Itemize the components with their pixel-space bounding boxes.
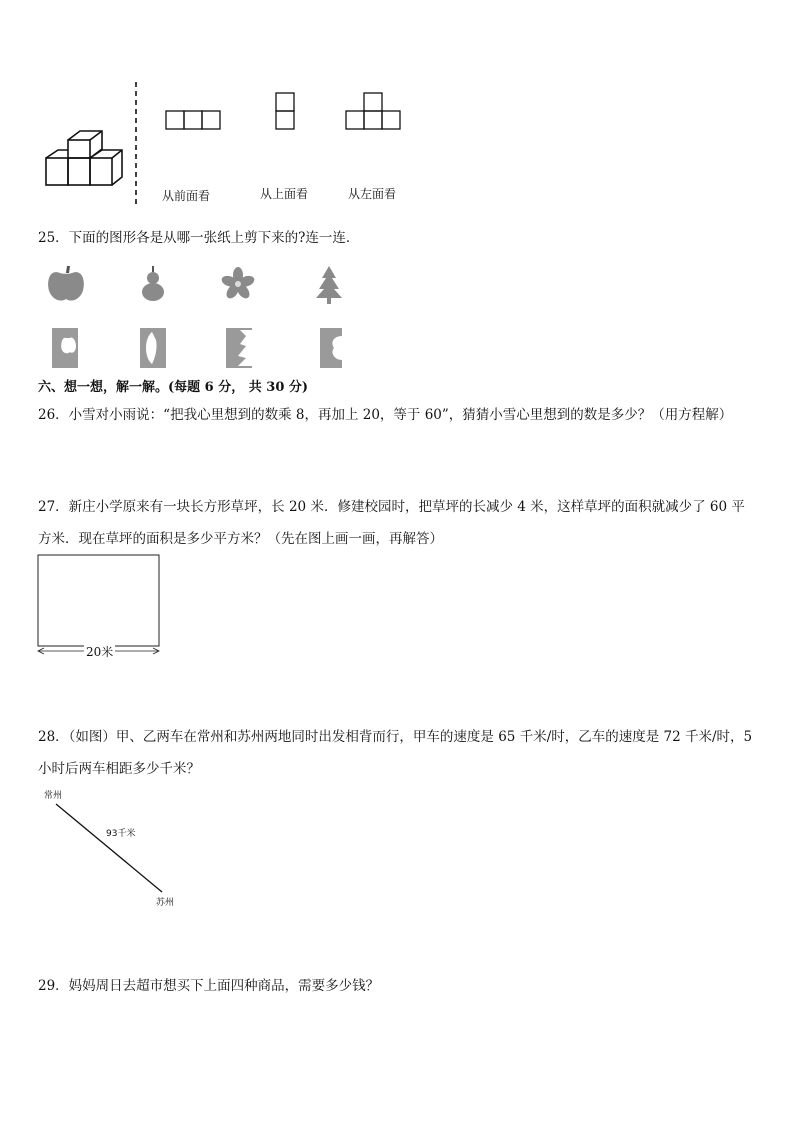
distance-label: 93千米 bbox=[106, 829, 136, 839]
question-27-line-1: 27．新庄小学原来有一块长方形草坪，长 20 米．修建校园时，把草坪的长减少 4 米，这样草坪的面积就减少了 60 平 bbox=[38, 499, 745, 515]
left-view-label: 从左面看 bbox=[348, 187, 397, 201]
section-6-title: 六、想一想，解一解。(每题 6 分， 共 30 分) bbox=[38, 380, 309, 395]
question-28-line-1: 28．（如图）甲、乙两车在常州和苏州两地同时出发相背而行，甲车的速度是 65 千米/时，乙车的速度是 72 千米/时，5 bbox=[38, 729, 753, 745]
question-27-line-2: 方米．现在草坪的面积是多少平方米？（先在图上画一画，再解答） bbox=[38, 531, 443, 547]
city-changzhou-label: 常州 bbox=[44, 791, 63, 801]
lawn-length-label: 20米 bbox=[86, 645, 114, 659]
front-view-label: 从前面看 bbox=[162, 189, 211, 203]
question-28-line-2: 小时后两车相距多少千米？ bbox=[38, 761, 200, 777]
top-view-label: 从上面看 bbox=[260, 187, 309, 201]
question-29: 29．妈妈周日去超市想买下上面四种商品，需要多少钱？ bbox=[38, 978, 380, 994]
city-suzhou-label: 苏州 bbox=[156, 898, 175, 908]
question-26: 26．小雪对小雨说：“把我心里想到的数乘 8，再加上 20，等于 60”，猜猜小雪心里想到的数是多少？（用方程解） bbox=[38, 407, 733, 423]
question-25: 25．下面的图形各是从哪一张纸上剪下来的?连一连． bbox=[38, 230, 360, 246]
